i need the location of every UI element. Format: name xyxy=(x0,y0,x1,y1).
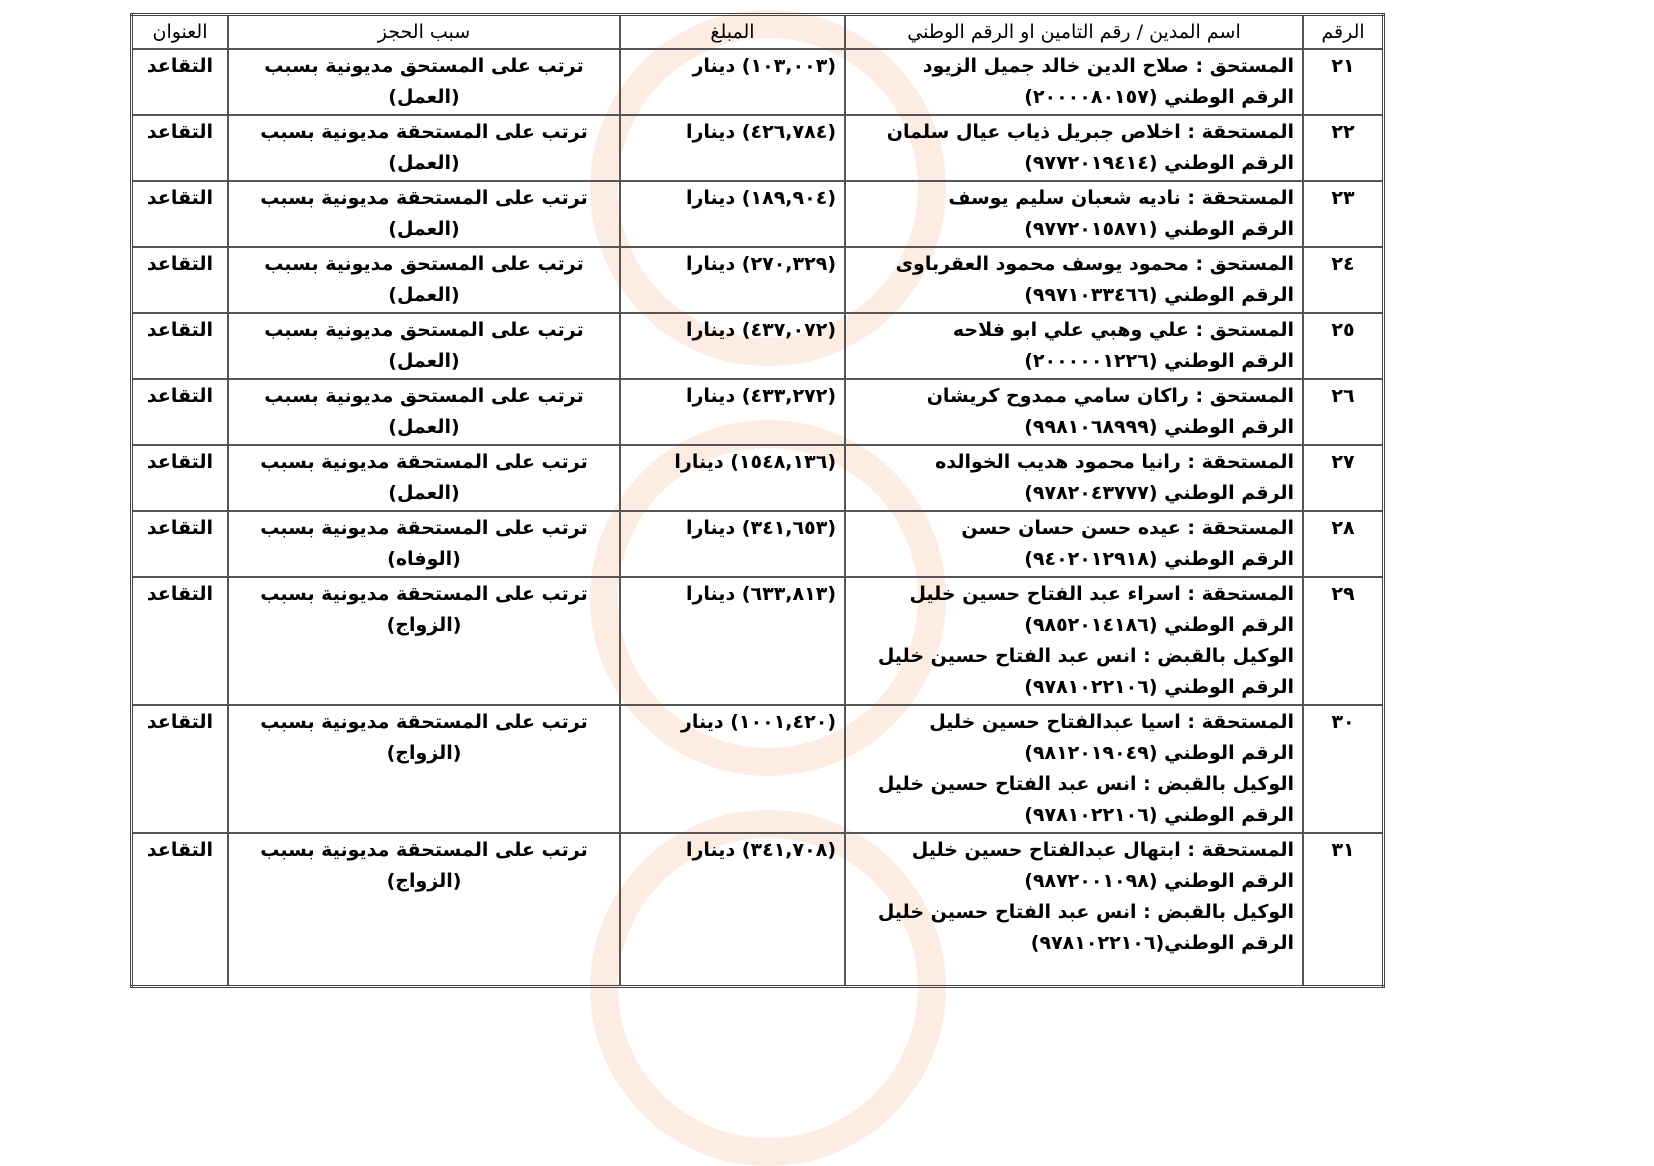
debtor-cell xyxy=(845,705,1303,833)
debtor-line: المستحقة : عيده حسن حسان حسن xyxy=(961,517,1294,539)
row-number: ٢٥ xyxy=(1303,313,1384,379)
header-number: الرقم xyxy=(1303,15,1384,50)
reason-line: ترتب على المستحق مديونية بسبب xyxy=(264,253,584,275)
row-number: ٢٩ xyxy=(1303,577,1384,705)
row-number: ٢٤ xyxy=(1303,247,1384,313)
header-amount: المبلغ xyxy=(620,15,845,50)
debtor-line: الرقم الوطني (٩٩٧١٠٣٣٤٦٦) xyxy=(1024,284,1294,306)
row-number: ٢٦ xyxy=(1303,379,1384,445)
header-reason: سبب الحجز xyxy=(228,15,620,50)
debtor-line: الرقم الوطني (٩٧٨١٠٢٢١٠٦) xyxy=(1024,676,1294,698)
debtor-line: المستحقة : ابتهال عبدالفتاح حسين خليل xyxy=(911,839,1294,861)
amount-cell: (١٨٩,٩٠٤) دينارا xyxy=(620,181,845,247)
debtor-line: المستحقة : ناديه شعبان سليم يوسف xyxy=(948,187,1294,209)
table-row xyxy=(132,705,1384,833)
address-cell: التقاعد xyxy=(132,705,229,833)
debtor-line: الرقم الوطني(٩٧٨١٠٢٢١٠٦) xyxy=(1030,932,1294,954)
amount-cell: (٣٤١,٧٠٨) دينارا xyxy=(620,833,845,986)
reason-line: ترتب على المستحقة مديونية بسبب xyxy=(260,517,588,539)
debtor-cell xyxy=(845,577,1303,705)
address-cell: التقاعد xyxy=(132,511,229,577)
amount-cell: (٤٣٧,٠٧٢) دينارا xyxy=(620,313,845,379)
debtor-cell xyxy=(845,511,1303,577)
debtor-line: الرقم الوطني (٩٧٨١٠٢٢١٠٦) xyxy=(1024,804,1294,826)
reason-line: ترتب على المستحقة مديونية بسبب xyxy=(260,121,588,143)
reason-line: (العمل) xyxy=(388,218,460,240)
amount-cell: (٤٢٦,٧٨٤) دينارا xyxy=(620,115,845,181)
debtor-cell xyxy=(845,445,1303,511)
reason-cell xyxy=(228,705,620,833)
debtor-line: الرقم الوطني (٩٨٧٢٠٠١٠٩٨) xyxy=(1024,870,1294,892)
row-number: ٢٨ xyxy=(1303,511,1384,577)
address-cell: التقاعد xyxy=(132,445,229,511)
amount-cell: (١٥٤٨,١٣٦) دينارا xyxy=(620,445,845,511)
reason-line: (الزواج) xyxy=(386,870,462,892)
debtor-line: المستحق : محمود يوسف محمود العقرباوى xyxy=(895,253,1294,275)
table-row xyxy=(132,833,1384,986)
address-cell: التقاعد xyxy=(132,115,229,181)
table-row xyxy=(132,379,1384,445)
reason-line: (العمل) xyxy=(388,350,460,372)
table-row xyxy=(132,49,1384,115)
reason-line: (العمل) xyxy=(388,152,460,174)
amount-cell: (٤٣٣,٢٧٢) دينارا xyxy=(620,379,845,445)
row-number: ٢٧ xyxy=(1303,445,1384,511)
header-debtor: اسم المدين / رقم التامين او الرقم الوطني xyxy=(845,15,1303,50)
amount-cell: (١٠٠١,٤٢٠) دينار xyxy=(620,705,845,833)
debtor-line: الوكيل بالقبض : انس عبد الفتاح حسين خليل xyxy=(877,901,1294,923)
amount-cell: (١٠٣,٠٠٣) دينار xyxy=(620,49,845,115)
reason-cell xyxy=(228,445,620,511)
debtor-line: المستحق : راكان سامي ممدوح كريشان xyxy=(926,385,1294,407)
row-number: ٢٢ xyxy=(1303,115,1384,181)
reason-line: ترتب على المستحقة مديونية بسبب xyxy=(260,187,588,209)
address-cell: التقاعد xyxy=(132,833,229,986)
address-cell: التقاعد xyxy=(132,181,229,247)
reason-line: ترتب على المستحقة مديونية بسبب xyxy=(260,711,588,733)
table-row xyxy=(132,247,1384,313)
address-cell: التقاعد xyxy=(132,49,229,115)
reason-line: (الوفاه) xyxy=(387,548,461,570)
table-row xyxy=(132,577,1384,705)
debtor-line: الرقم الوطني (٩٧٧٢٠١٥٨٧١) xyxy=(1024,218,1294,240)
address-cell: التقاعد xyxy=(132,379,229,445)
row-number: ٣١ xyxy=(1303,833,1384,986)
reason-line: ترتب على المستحق مديونية بسبب xyxy=(264,55,584,77)
debtor-line: المستحق : صلاح الدين خالد جميل الزيود xyxy=(922,55,1294,77)
debtor-line: المستحقة : اسراء عبد الفتاح حسين خليل xyxy=(909,583,1294,605)
debtor-line: الرقم الوطني (٩٨٥٢٠١٤١٨٦) xyxy=(1024,614,1294,636)
debtor-cell xyxy=(845,247,1303,313)
reason-cell xyxy=(228,313,620,379)
debtor-line: الرقم الوطني (٢٠٠٠٠٨٠١٥٧) xyxy=(1024,86,1294,108)
reason-line: (العمل) xyxy=(388,482,460,504)
reason-cell xyxy=(228,115,620,181)
reason-cell xyxy=(228,379,620,445)
debtor-line: المستحقة : اخلاص جبريل ذياب عيال سلمان xyxy=(886,121,1294,143)
row-number: ٢٣ xyxy=(1303,181,1384,247)
debtor-line: الرقم الوطني (٩٤٠٢٠١٢٩١٨) xyxy=(1024,548,1294,570)
table-row xyxy=(132,115,1384,181)
reason-line: (العمل) xyxy=(388,416,460,438)
reason-line: ترتب على المستحق مديونية بسبب xyxy=(264,385,584,407)
debtor-line: الرقم الوطني (٩٩٨١٠٦٨٩٩٩) xyxy=(1024,416,1294,438)
header-address: العنوان xyxy=(132,15,229,50)
amount-cell: (٣٤١,٦٥٣) دينارا xyxy=(620,511,845,577)
reason-line: ترتب على المستحقة مديونية بسبب xyxy=(260,451,588,473)
reason-line: (العمل) xyxy=(388,284,460,306)
reason-cell xyxy=(228,833,620,986)
debtor-line: الرقم الوطني (٩٨١٢٠١٩٠٤٩) xyxy=(1024,742,1294,764)
debtor-cell xyxy=(845,313,1303,379)
amount-cell: (٢٧٠,٣٢٩) دينارا xyxy=(620,247,845,313)
table-row xyxy=(132,511,1384,577)
reason-line: (الزواج) xyxy=(386,742,462,764)
debtor-line: الرقم الوطني (٩٧٧٢٠١٩٤١٤) xyxy=(1024,152,1294,174)
debtor-line: الوكيل بالقبض : انس عبد الفتاح حسين خليل xyxy=(877,773,1294,795)
debtor-line: المستحقة : رانيا محمود هديب الخوالده xyxy=(935,451,1294,473)
table-row xyxy=(132,181,1384,247)
row-number: ٢١ xyxy=(1303,49,1384,115)
debtor-cell xyxy=(845,49,1303,115)
debtor-line: المستحقة : اسيا عبدالفتاح حسين خليل xyxy=(929,711,1294,733)
debtor-cell xyxy=(845,115,1303,181)
reason-line: (الزواج) xyxy=(386,614,462,636)
table-row xyxy=(132,313,1384,379)
reason-cell xyxy=(228,247,620,313)
debtor-line: الرقم الوطني (٢٠٠٠٠٠١٢٢٦) xyxy=(1024,350,1294,372)
amount-cell: (٦٣٣,٨١٣) دينارا xyxy=(620,577,845,705)
reason-line: ترتب على المستحقة مديونية بسبب xyxy=(260,583,588,605)
seizure-table xyxy=(130,13,1385,988)
debtor-line: المستحق : علي وهبي علي ابو فلاحه xyxy=(952,319,1294,341)
debtor-cell xyxy=(845,379,1303,445)
table-row xyxy=(132,445,1384,511)
debtor-cell xyxy=(845,181,1303,247)
debtor-cell xyxy=(845,833,1303,986)
reason-line: (العمل) xyxy=(388,86,460,108)
table-header-row xyxy=(132,15,1384,50)
address-cell: التقاعد xyxy=(132,247,229,313)
address-cell: التقاعد xyxy=(132,313,229,379)
reason-line: ترتب على المستحق مديونية بسبب xyxy=(264,319,584,341)
debtor-line: الوكيل بالقبض : انس عبد الفتاح حسين خليل xyxy=(877,645,1294,667)
row-number: ٣٠ xyxy=(1303,705,1384,833)
reason-cell xyxy=(228,181,620,247)
debtor-line: الرقم الوطني (٩٧٨٢٠٤٣٧٧٧) xyxy=(1024,482,1294,504)
address-cell: التقاعد xyxy=(132,577,229,705)
table-body xyxy=(132,49,1384,986)
reason-cell xyxy=(228,577,620,705)
reason-cell xyxy=(228,49,620,115)
reason-line: ترتب على المستحقة مديونية بسبب xyxy=(260,839,588,861)
reason-cell xyxy=(228,511,620,577)
